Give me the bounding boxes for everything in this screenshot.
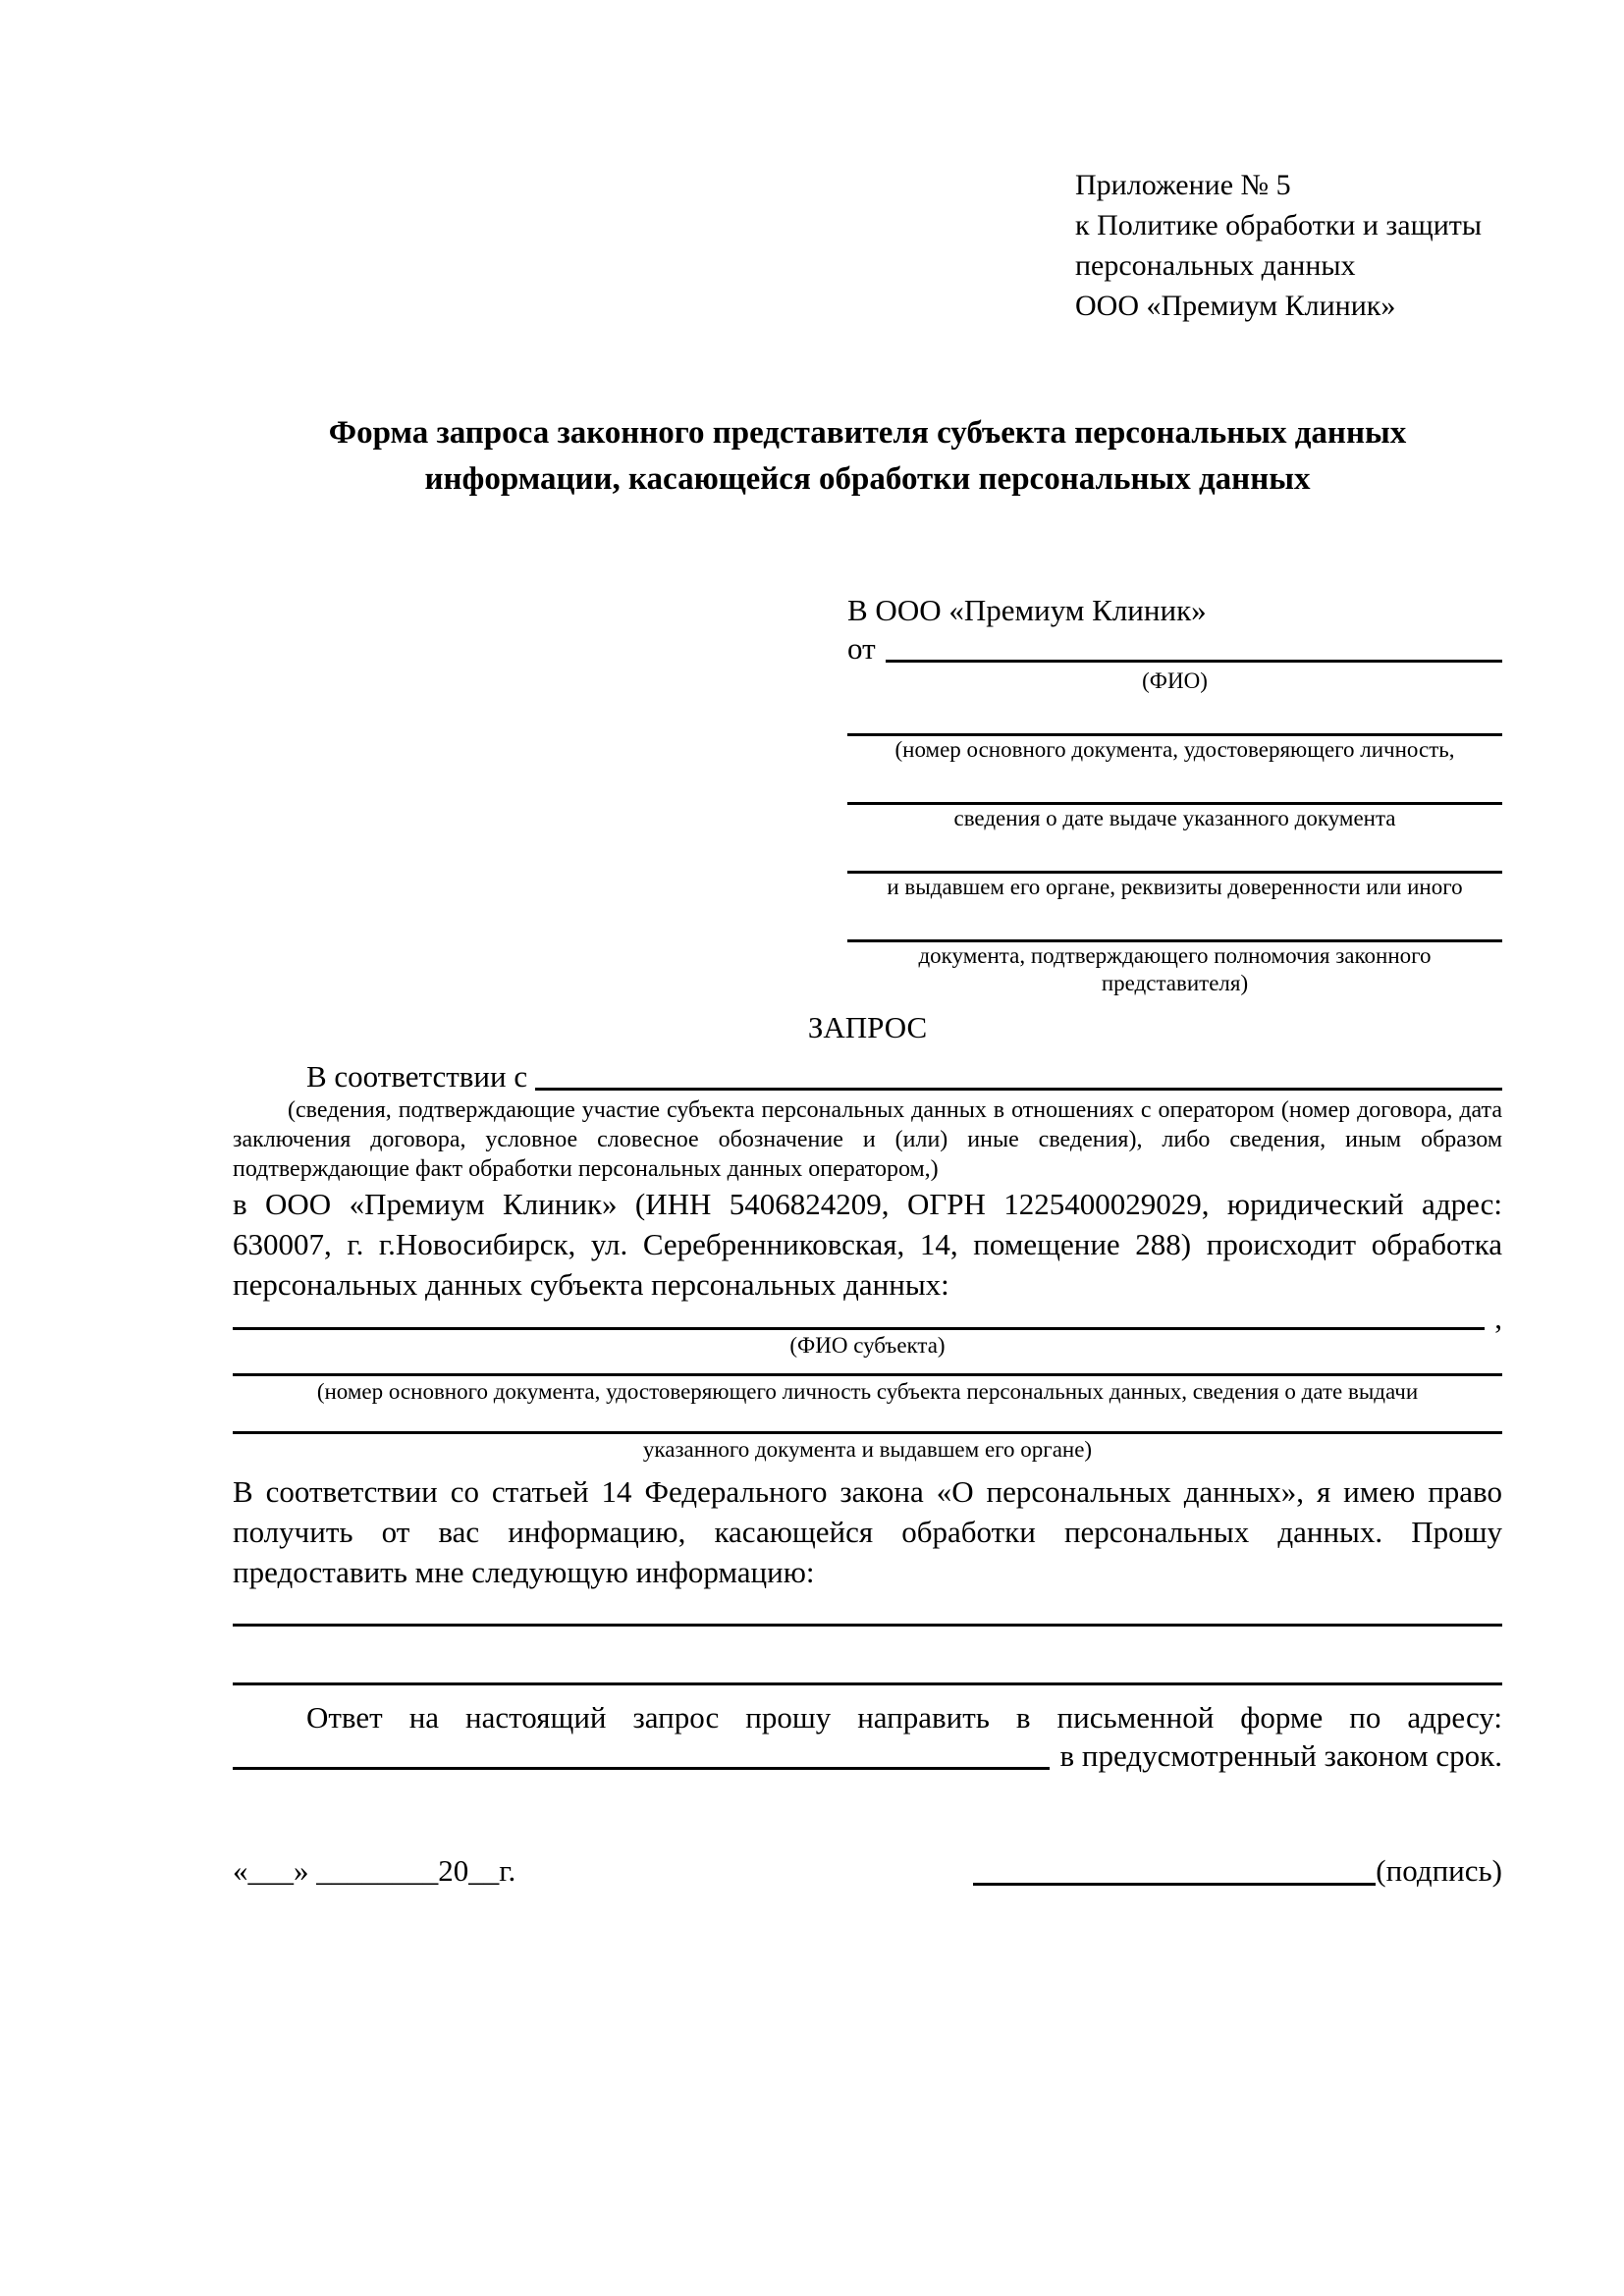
reply-address-row [233, 1737, 1502, 1775]
signature-blank-line [973, 1852, 1376, 1886]
reply-address-blank-line [233, 1737, 1050, 1770]
signature-group [973, 1851, 1502, 1891]
representative-fio-caption: (ФИО) [1142, 668, 1208, 693]
signature-caption: (подпись) [1376, 1853, 1502, 1888]
basis-row [233, 1058, 1502, 1095]
from-row [847, 630, 1502, 667]
subject-doc-caption-1: (номер основного документа, удостоверяющего личность субъекта персональных данных, сведения о дате выдачи [316, 1379, 1419, 1404]
representative-doc-caption-2: сведения о дате выдаче указанного документа [953, 806, 1396, 830]
representative-doc-blank-line-1 [847, 697, 1502, 736]
form-title: Форма запроса законного представителя субъекта персональных данных информации, касающейся обработки персональных данных [328, 415, 1407, 497]
annex-line: ООО «Премиум Клиник» [1075, 290, 1396, 322]
representative-doc-blank-line-3 [847, 834, 1502, 874]
representative-doc-caption-4: документа, подтверждающего полномочия законного представителя) [918, 943, 1432, 995]
rights-paragraph: В соответствии со статьей 14 Федерального закона «О персональных данных», я имею право получить от вас информацию, касающейся обработки персональных данных. Прошу предоставить мне следующую информацию: [233, 1474, 1502, 1589]
subject-fio-row [233, 1301, 1502, 1335]
operator-paragraph: в ООО «Премиум Клиник» (ИНН 5406824209, ОГРН 1225400029029, юридический адрес: 630007, г. г.Новосибирск, ул. Серебренниковская, 14, помещение 288) происходит обработка персональных данных субъекта персональных данных: [233, 1187, 1502, 1302]
representative-doc-blank-line-2 [847, 766, 1502, 805]
representative-doc-caption-3: и выдавшем его органе, реквизиты доверенности или иного [887, 875, 1463, 899]
annex-line: персональных данных [1075, 249, 1356, 282]
subject-doc-caption-2: указанного документа и выдавшем его органе) [642, 1437, 1093, 1462]
basis-label: В соответствии с [306, 1059, 528, 1094]
subject-doc-blank-line-2 [233, 1431, 1502, 1434]
addressee-organization: В ООО «Премиум Клиник» [847, 593, 1207, 627]
addressee-block [847, 591, 1502, 995]
annex-line: Приложение № 5 [1075, 169, 1291, 201]
subject-fio-blank-line [233, 1305, 1485, 1330]
annex-block [1075, 165, 1502, 326]
footer-row [233, 1851, 1502, 1891]
representative-doc-blank-line-4 [847, 903, 1502, 942]
basis-blank-line [535, 1058, 1502, 1091]
basis-caption: (сведения, подтверждающие участие субъекта персональных данных в отношениях с оператором (номер договора, дата заключения договора, условное словесное обозначение и (или) иные сведения), либо сведения, иным образом подтверждающие факт обработки персональных данных оператором,) [233, 1097, 1502, 1182]
trailing-comma: , [1494, 1301, 1502, 1335]
annex-line: к Политике обработки и защиты [1075, 209, 1483, 241]
from-label: от [847, 631, 876, 666]
date-blank: «___» ________20__г. [233, 1853, 516, 1888]
requested-info-blank-line-2 [233, 1682, 1502, 1685]
subject-doc-blank-line-1 [233, 1373, 1502, 1376]
request-heading: ЗАПРОС [807, 1010, 928, 1044]
subject-fio-caption: (ФИО субъекта) [789, 1333, 946, 1358]
representative-doc-caption-1: (номер основного документа, удостоверяющего личность, [894, 737, 1455, 762]
requested-info-blank-line-1 [233, 1624, 1502, 1627]
reply-suffix: в предусмотренный законом срок. [1059, 1738, 1502, 1773]
reply-paragraph: Ответ на настоящий запрос прошу направить в письменной форме по адресу: [306, 1700, 1502, 1735]
representative-fio-blank-line [886, 630, 1502, 663]
